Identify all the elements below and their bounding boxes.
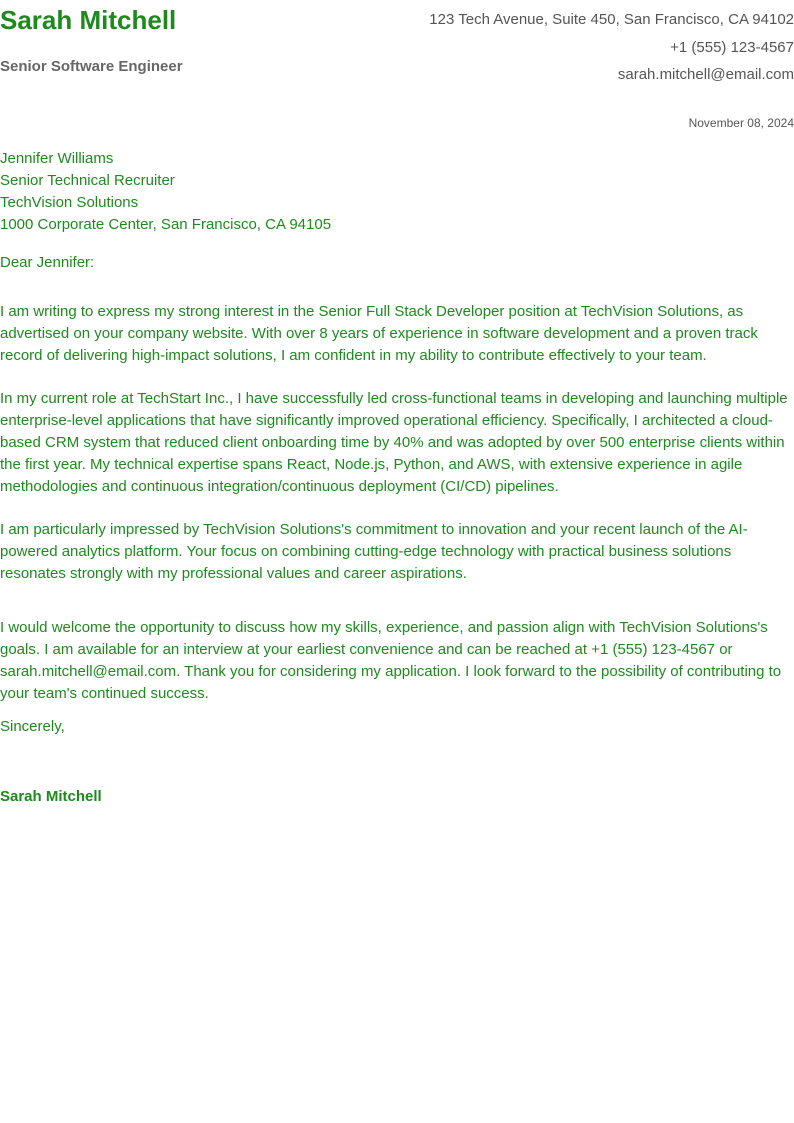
sender-contact xyxy=(429,6,794,89)
sender-address: 123 Tech Avenue, Suite 450, San Francisco, CA 94102 xyxy=(429,11,794,28)
recipient-address: 1000 Corporate Center, San Francisco, CA 94105 xyxy=(0,216,332,233)
sender-name: Sarah Mitchell xyxy=(0,5,177,35)
signature: Sarah Mitchell xyxy=(0,788,102,805)
recipient-company: TechVision Solutions xyxy=(0,194,139,211)
recipient-block xyxy=(0,148,331,236)
letter-header xyxy=(0,0,794,100)
recipient-name: Jennifer Williams xyxy=(0,150,114,167)
sender-title: Senior Software Engineer xyxy=(0,58,183,75)
body-paragraph-3: I am particularly impressed by TechVision Solutions's commitment to innovation and your recent launch of the AI-powered analytics platform. Your focus on combining cutting-edge technology with practical business solutions resonates strongly with my professional values and career aspirations. xyxy=(0,521,748,582)
body-paragraph-4: I would welcome the opportunity to discuss how my skills, experience, and passion align with TechVision Solutions's goals. I am available for an interview at your earliest convenience and can be reached at +1 (555) 123-4567 or sarah.mitchell@email.com. Thank you for considering my application. I look forward to the possibility of contributing to your team's continued success. xyxy=(0,619,782,702)
recipient-title: Senior Technical Recruiter xyxy=(0,172,175,189)
letter-date: November 08, 2024 xyxy=(688,116,794,130)
salutation: Dear Jennifer: xyxy=(0,254,95,271)
body-paragraph-1: I am writing to express my strong interest in the Senior Full Stack Developer position at TechVision Solutions, as advertised on your company website. With over 8 years of experience in software development and a proven track record of delivering high-impact solutions, I am confident in my ability to contribute effectively to your team. xyxy=(0,303,758,364)
body-paragraph-2: In my current role at TechStart Inc., I have successfully led cross-functional teams in developing and launching multiple enterprise-level applications that have significantly improved operational efficiency. Specifically, I architected a cloud-based CRM system that reduced client onboarding time by 40% and was adopted by over 500 enterprise clients within the first year. My technical expertise spans React, Node.js, Python, and AWS, with extensive experience in agile methodologies and continuous integration/continuous deployment (CI/CD) pipelines. xyxy=(0,390,788,495)
closing: Sincerely, xyxy=(0,718,65,735)
sender-email: sarah.mitchell@email.com xyxy=(617,66,794,83)
sender-phone: +1 (555) 123-4567 xyxy=(670,38,794,56)
